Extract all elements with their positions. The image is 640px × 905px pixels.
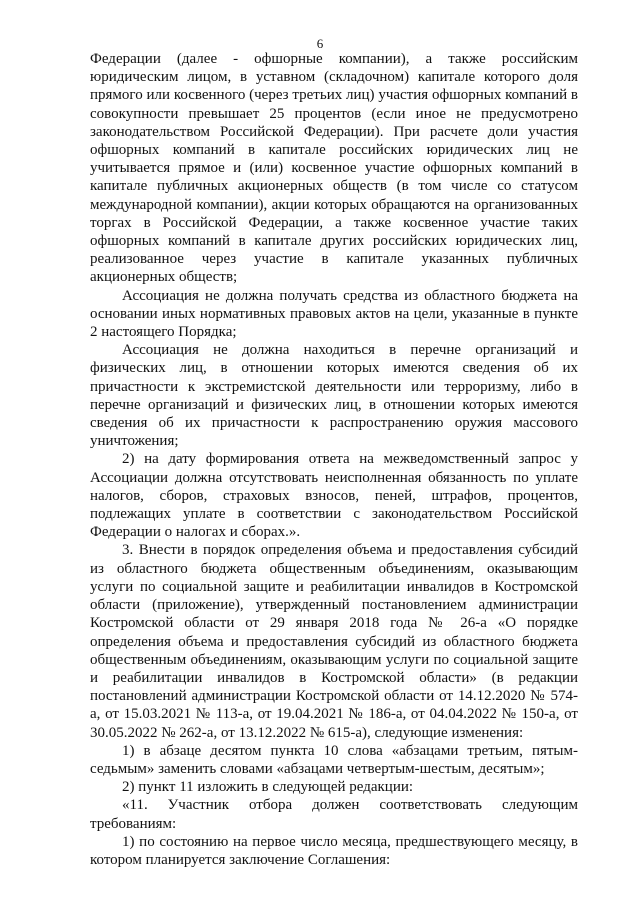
paragraph-extremism-list: Ассоциация не должна находиться в перечне организаций и физических лиц, в отношении которых имеются сведения об их причастности к экстремистской деятельности или терроризму, либо в перечне организаций и физических лиц, в отношении которых имеются сведения об их причастности к распространению оружия массового уничтожения; [90, 342, 578, 450]
document-body [90, 50, 578, 869]
paragraph-item-1: 1) в абзаце десятом пункта 10 слова «абзацами третьим, пятым-седьмым» заменить словами «абзацами четвертым-шестым, десятым»; [90, 742, 578, 777]
paragraph-tax-debts: 2) на дату формирования ответа на межведомственный запрос у Ассоциации должна отсутствовать неисполненная обязанность по уплате налогов, сборов, страховых взносов, пеней, штрафов, процентов, подлежащих уплате в соответствии с законодательством Российской Федерации о налогах и сборах.». [90, 451, 578, 541]
page-number: 6 [316, 36, 324, 51]
paragraph-amendments: 3. Внести в порядок определения объема и предоставления субсидий из областного бюджета общественным объединениям, оказывающим услуги по социальной защите и реабилитации инвалидов в Костромской области (приложение), утвержденный постановлением администрации Костромской области от 29 января 2018 года № 26-а «О порядке определения объема и предоставления субсидий из областного бюджета общественным объединениям, оказывающим услуги по социальной защите и реабилитации инвалидов в Костромской области» (в редакции постановлений администрации Костромской области от 14.12.2020 № 574-а, от 15.03.2021 № 113-а, от 19.04.2021 № 186-а, от 04.04.2022 № 150-а, от 30.05.2022 № 262-а, от 13.12.2022 № 615-а), следующие изменения: [90, 542, 578, 741]
paragraph-point-11-sub-1: 1) по состоянию на первое число месяца, предшествующего месяцу, в котором планируется заключение Соглашения: [90, 833, 578, 868]
paragraph-point-11: «11. Участник отбора должен соответствовать следующим требованиям: [90, 797, 578, 832]
paragraph-item-2: 2) пункт 11 изложить в следующей редакции: [122, 779, 414, 796]
paragraph-budget-funds: Ассоциация не должна получать средства из областного бюджета на основании иных нормативных правовых актов на цели, указанные в пункте 2 настоящего Порядка; [90, 287, 578, 341]
paragraph-offshore-continuation: Федерации (далее - офшорные компании), а также российским юридическим лицом, в уставном (складочном) капитале которого доля прямого или косвенного (через третьих лиц) участия офшорных компаний в совокупности превышает 25 процентов (если иное не предусмотрено законодательством Российской Федерации). При расчете доли участия офшорных компаний в капитале российских юридических лиц не учитывается прямое и (или) косвенное участие офшорных компаний в капитале публичных акционерных обществ (в том числе со статусом международной компании), акции которых обращаются на организованных торгах в Российской Федерации, а также косвенное участие таких офшорных компаний в капитале других российских юридических лиц, реализованное через участие в капитале указанных публичных акционерных обществ; [90, 51, 578, 286]
